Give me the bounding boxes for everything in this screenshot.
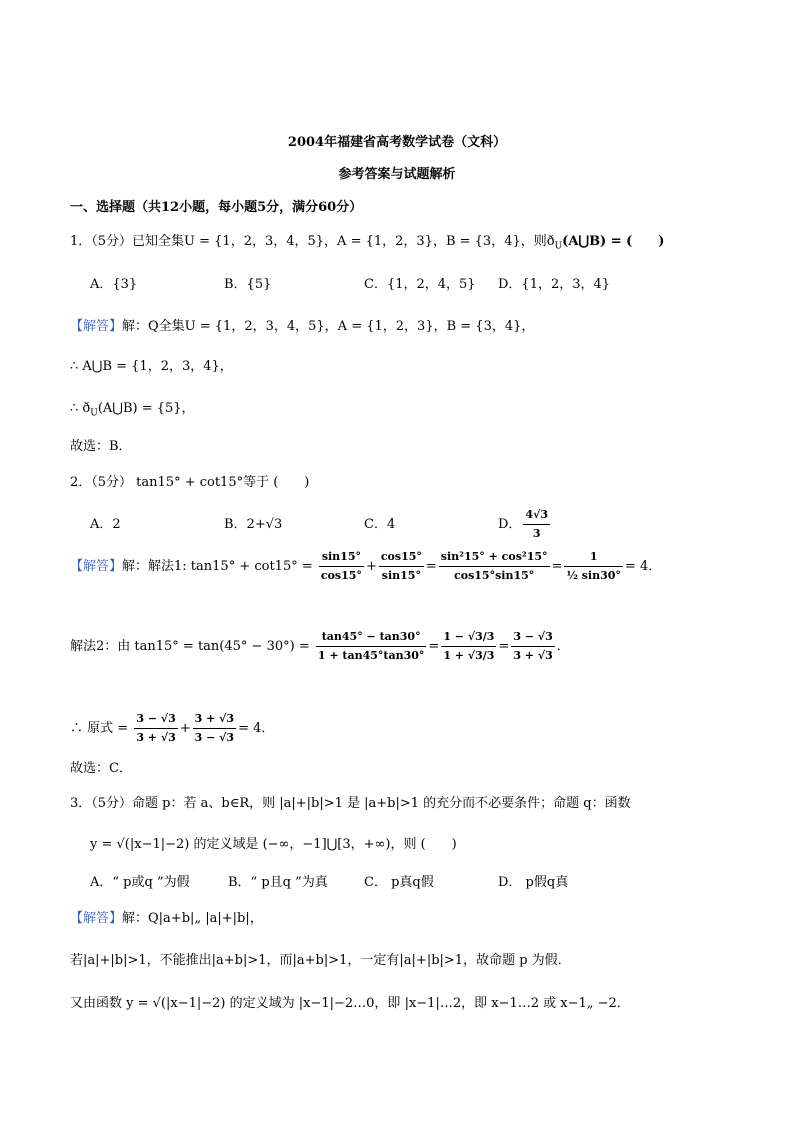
q3-stem2: y = √(|x−1|−2) 的定义域是 (−∞，−1]⋃[3，+∞)，则 ( ) [90, 837, 457, 852]
q1-sol3 [70, 400, 195, 423]
q2-answer: 故选：C． [70, 761, 132, 776]
q2-m2-f1-den: 1 + tan45°tan30° [317, 649, 425, 662]
q2-option-d-num: 4√3 [523, 506, 550, 525]
q2-m3-plus: + [179, 721, 191, 736]
q2-m2-prefix: 解法2：由 tan15° = tan(45° − 30°) = [70, 639, 310, 654]
q3-solution [70, 910, 263, 928]
q2-m3-f1-den: 3 + √3 [136, 731, 176, 744]
q2-option-d-prefix: D． [498, 517, 522, 532]
q2-option-d [498, 506, 552, 543]
q3-option-d: D． p假q真 [498, 875, 569, 890]
q2-method2 [70, 628, 570, 665]
q3-sol1: 解：Q|a+b|„ |a|+|b|， [122, 911, 263, 926]
q2-m2-tail: ． [556, 639, 570, 654]
q1-option-a: A．{3} [90, 277, 138, 292]
q2-m1-prefix: 解：解法1: tan15° + cot15° = [122, 559, 313, 574]
q3-solution-tag: 【解答】 [70, 911, 123, 926]
section-heading: 一、选择题（共12小题，每小题5分，满分60分） [70, 200, 363, 215]
q2-m1-tail: = 4． [624, 559, 662, 574]
q2-stem: 2．（5分） tan15° + cot15°等于 ( ) [70, 475, 310, 490]
q1-option-c: C．{1，2，4，5} [364, 277, 476, 292]
q2-m1-f4-num: 1 [564, 548, 622, 567]
q3-sol3: 又由函数 y = √(|x−1|−2) 的定义域为 |x−1|−2…0，即 |x−1|…2，即 x−1…2 或 x−1„ −2． [70, 996, 630, 1011]
q2-m2-f1-num: tan45° − tan30° [316, 628, 427, 647]
q2-m1-f2-num: cos15° [379, 548, 424, 567]
q1-stem [70, 233, 664, 256]
q2-m3-prefix: ∴ 原式 = [70, 721, 129, 736]
q2-m2-eq: = [428, 639, 440, 654]
q2-m2-f2-num: 1 − √3/3 [441, 628, 496, 647]
q2-method3 [70, 710, 274, 747]
page-title: 2004年福建省高考数学试卷（文科） [287, 135, 507, 150]
q2-m3-f1-num: 3 − √3 [134, 710, 177, 729]
q1-stem-text: 1．（5分）已知全集U = {1，2，3，4，5}，A = {1，2，3}，B = {3，4}，则ð [70, 234, 555, 249]
q2-m1-f4-den: ½ sin30° [566, 569, 621, 582]
q3-option-c: C． p真q假 [364, 875, 434, 890]
q2-m1-f3-num: sin²15° + cos²15° [439, 548, 550, 567]
q2-method1 [70, 548, 661, 585]
q1-answer: 故选：B． [70, 439, 132, 454]
q2-m1-f3-den: cos15°sin15° [454, 569, 535, 582]
q2-solution-tag: 【解答】 [70, 559, 123, 574]
q2-m3-f2-den: 3 − √3 [194, 731, 235, 744]
page-subtitle: 参考答案与试题解析 [338, 167, 456, 182]
q1-solution-tag: 【解答】 [70, 319, 123, 334]
q1-stem-sub: U [554, 241, 563, 252]
q2-m1-eq: = [425, 559, 437, 574]
q1-sol3-sub: U [90, 408, 98, 419]
q2-option-a: A．2 [90, 517, 121, 532]
q1-sol1: 解：Q全集U = {1，2，3，4，5}，A = {1，2，3}，B = {3，4}， [122, 319, 535, 334]
q2-option-c: C．4 [364, 517, 396, 532]
q1-sol3-a: ∴ ð [70, 401, 91, 416]
q2-m2-f3-num: 3 − √3 [511, 628, 554, 647]
q2-m2-f3-den: 3 + √3 [513, 649, 553, 662]
q1-sol3-b: (A⋃B) = {5}， [97, 401, 195, 416]
q3-option-a: A．“ p或q ”为假 [90, 875, 190, 890]
q2-m1-f1-num: sin15° [319, 548, 364, 567]
q1-option-d: D．{1，2，3，4} [498, 277, 611, 292]
q3-sol2: 若|a|+|b|>1，不能推出|a+b|>1，而|a+b|>1，一定有|a|+|b|>1，故命题 p 为假． [70, 953, 571, 968]
q2-m1-f2-den: sin15° [381, 569, 421, 582]
q2-m1-f1-den: cos15° [320, 569, 362, 582]
q2-m3-f2-num: 3 + √3 [193, 710, 236, 729]
q2-m1-eq2: = [551, 559, 563, 574]
q1-option-b: B．{5} [224, 277, 272, 292]
q2-option-d-den: 3 [532, 527, 541, 540]
q2-m2-f2-den: 1 + √3/3 [443, 649, 495, 662]
q1-solution [70, 318, 534, 336]
q2-m2-eq2: = [498, 639, 510, 654]
q3-option-b: B．“ p且q ”为真 [228, 875, 328, 890]
q2-option-b: B．2+√3 [224, 517, 283, 532]
q1-stem-tail: (A⋃B) = ( ) [562, 234, 665, 249]
q2-m1-plus: + [365, 559, 377, 574]
q2-m3-tail: = 4． [238, 721, 275, 736]
q3-stem1: 3．（5分）命题 p：若 a、b∈R，则 |a|+|b|>1 是 |a+b|>1 的充分而不必要条件；命题 q：函数 [70, 796, 631, 811]
q1-sol2: ∴ A⋃B = {1，2，3，4}， [70, 359, 233, 374]
